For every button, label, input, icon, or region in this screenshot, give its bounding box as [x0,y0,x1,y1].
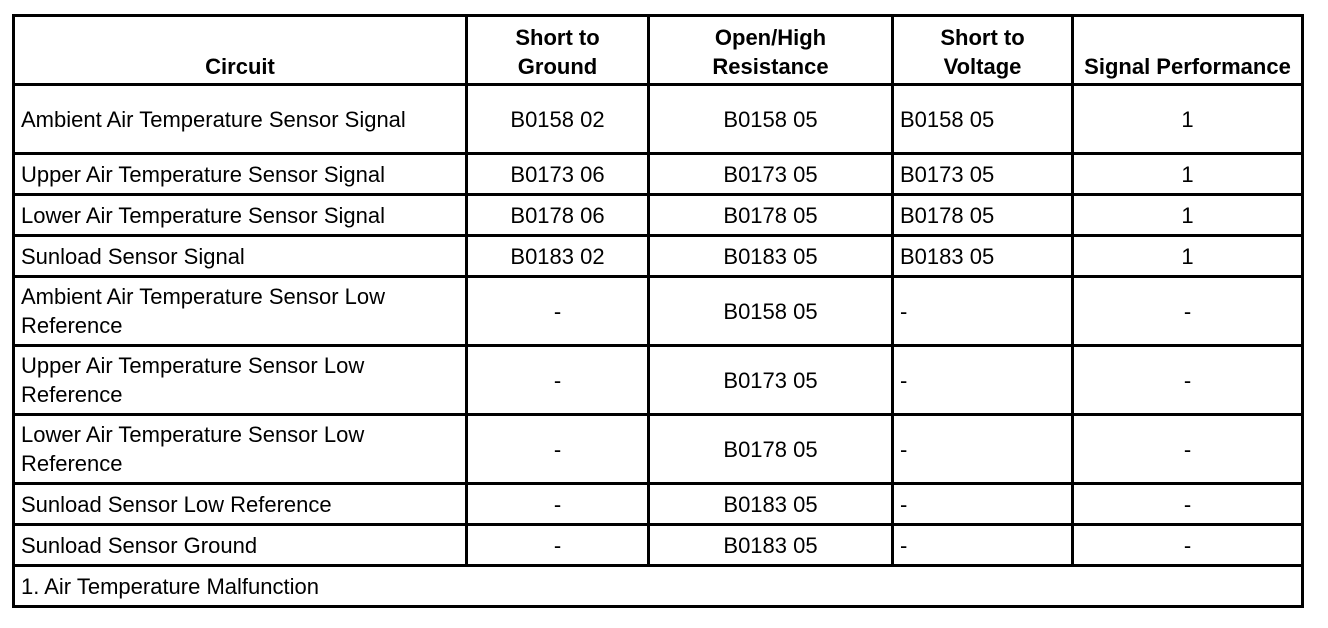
signal-performance-cell: 1 [1073,154,1303,195]
circuit-cell: Upper Air Temperature Sensor Signal [14,154,467,195]
table-row [14,415,1303,484]
circuit-cell: Ambient Air Temperature Sensor Signal [14,85,467,154]
short-to-ground-cell: B0178 06 [467,195,649,236]
footnote-row [14,566,1303,607]
signal-performance-cell: - [1073,346,1303,415]
open-high-resistance-cell: B0173 05 [649,154,893,195]
table-row [14,346,1303,415]
header-open-high-resistance: Open/High Resistance [649,16,893,85]
open-high-resistance-cell: B0158 05 [649,277,893,346]
open-high-resistance-cell: B0183 05 [649,484,893,525]
signal-performance-cell: - [1073,277,1303,346]
short-to-ground-cell: B0183 02 [467,236,649,277]
open-high-resistance-cell: B0158 05 [649,85,893,154]
circuit-cell: Sunload Sensor Low Reference [14,484,467,525]
table-row [14,525,1303,566]
circuit-cell: Ambient Air Temperature Sensor Low Reference [14,277,467,346]
dtc-table [12,14,1304,608]
circuit-cell: Upper Air Temperature Sensor Low Reference [14,346,467,415]
footnote: 1. Air Temperature Malfunction [14,566,1303,607]
signal-performance-cell: 1 [1073,236,1303,277]
signal-performance-cell: 1 [1073,195,1303,236]
table-row [14,277,1303,346]
short-to-voltage-cell: - [893,484,1073,525]
short-to-ground-cell: B0173 06 [467,154,649,195]
short-to-voltage-cell: - [893,277,1073,346]
circuit-cell: Lower Air Temperature Sensor Signal [14,195,467,236]
open-high-resistance-cell: B0183 05 [649,236,893,277]
header-short-to-ground: Short to Ground [467,16,649,85]
short-to-voltage-cell: B0183 05 [893,236,1073,277]
open-high-resistance-cell: B0178 05 [649,415,893,484]
signal-performance-cell: - [1073,415,1303,484]
table-row [14,154,1303,195]
open-high-resistance-cell: B0173 05 [649,346,893,415]
signal-performance-cell: - [1073,484,1303,525]
short-to-ground-cell: - [467,277,649,346]
short-to-voltage-cell: - [893,525,1073,566]
short-to-ground-cell: - [467,415,649,484]
signal-performance-cell: - [1073,525,1303,566]
short-to-ground-cell: - [467,346,649,415]
table-row [14,195,1303,236]
table-row [14,236,1303,277]
table-row [14,484,1303,525]
short-to-voltage-cell: - [893,415,1073,484]
short-to-voltage-cell: - [893,346,1073,415]
header-circuit: Circuit [14,16,467,85]
circuit-cell: Sunload Sensor Signal [14,236,467,277]
short-to-ground-cell: - [467,484,649,525]
header-signal-performance: Signal Performance [1073,16,1303,85]
short-to-ground-cell: B0158 02 [467,85,649,154]
short-to-voltage-cell: B0158 05 [893,85,1073,154]
header-row [14,16,1303,85]
header-short-to-voltage: Short to Voltage [893,16,1073,85]
open-high-resistance-cell: B0178 05 [649,195,893,236]
open-high-resistance-cell: B0183 05 [649,525,893,566]
circuit-cell: Sunload Sensor Ground [14,525,467,566]
short-to-ground-cell: - [467,525,649,566]
circuit-cell: Lower Air Temperature Sensor Low Reference [14,415,467,484]
signal-performance-cell: 1 [1073,85,1303,154]
table-row [14,85,1303,154]
short-to-voltage-cell: B0173 05 [893,154,1073,195]
short-to-voltage-cell: B0178 05 [893,195,1073,236]
